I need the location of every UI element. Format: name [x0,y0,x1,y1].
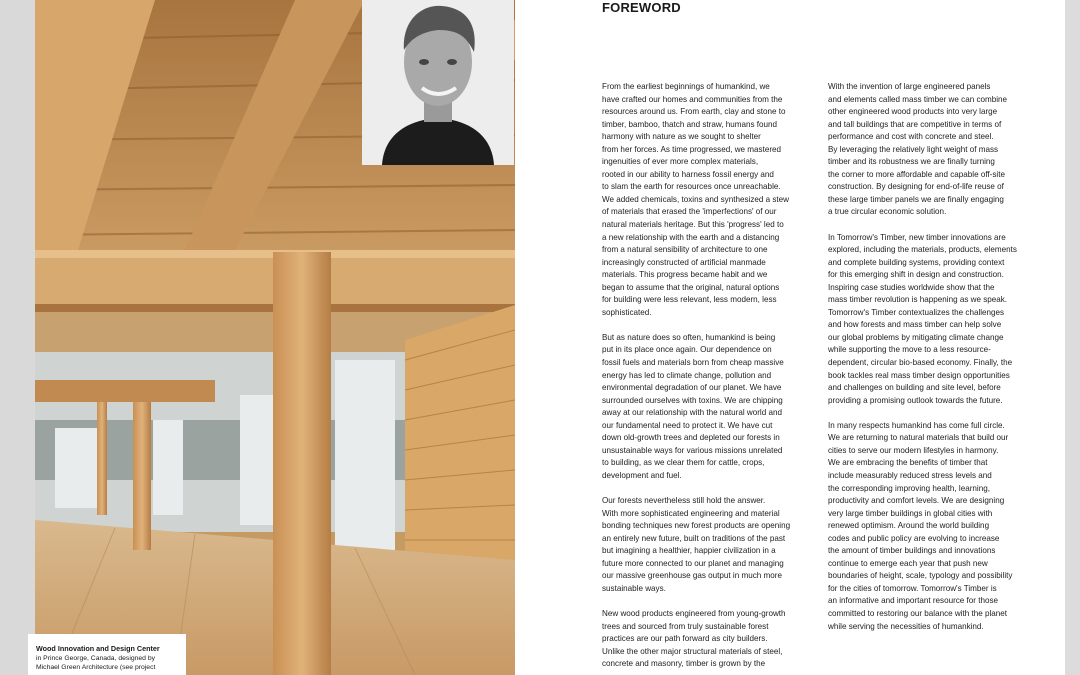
text-line: practices are our path forward as city builders. [602,634,768,644]
text-line: while supporting the move to a less resource- [828,345,991,355]
text-line: renewed optimism. Around the world building [828,521,990,531]
caption-line: in Prince George, Canada, designed by [36,655,156,662]
text-line: performance and cost with concrete and steel. [828,132,994,142]
text-line: put in its place once again. Our dependence on [602,345,772,355]
right-margin [1065,0,1080,675]
text-line: unsustainable ways for various missions unrelated [602,445,783,455]
text-line: codes and public policy are evolving to increase [828,533,1000,543]
text-line: book tackles real mass timber design opportunities [828,370,1010,380]
text-line: dependent, circular bio-based economy. Finally, the [828,358,1013,368]
text-line: From the earliest beginnings of humankind, we [602,82,770,91]
text-line: and how forests and mass timber can help solve [828,320,1002,330]
text-line: for building were less relevant, less modern, less [602,295,777,305]
text-line: our global problems by mitigating climate change [828,332,1004,342]
text-line: from her forces. As time progressed, we mastered [602,144,782,154]
text-line: timber, bamboo, thatch and straw, humans found [602,119,778,129]
text-line: materials. This progress became habit and we [602,270,768,280]
text-line: include measurably reduced stress levels and [828,470,992,480]
text-line: productivity and comfort levels. We are designing [828,496,1005,506]
text-line: rooted in our ability to harness fossil energy and [602,169,774,179]
caption-line: Michael Green Architecture (see project [36,664,156,671]
text-line: surrounded ourselves with toxins. We are chipping [602,395,783,405]
text-line: have crafted our homes and communities from the [602,94,783,104]
text-line: of materials that erased the 'imperfections' of our [602,207,777,217]
text-line: construction. By designing for end-of-life reuse of [828,182,1004,192]
text-line: began to assume that the original, natural options [602,282,780,292]
text-line: our massive greenhouse gas output in much more [602,571,782,581]
paragraph-gap [602,483,824,496]
text-line: but imagining a healthier, happier civilization in a [602,546,776,556]
text-line: We are returning to natural materials that build our [828,433,1009,443]
caption-title: Wood Innovation and Design Center [36,644,160,653]
text-line: and complete building systems, providing context [828,257,1005,267]
text-line: committed to restoring our balance with the planet [828,608,1008,618]
text-line: ingenuities of ever more complex materials, [602,157,759,167]
paragraph-gap [602,319,824,332]
text-line: increasingly constructed of artificial manmade [602,257,766,267]
text-line: By leveraging the relatively light weight of mass [828,144,999,154]
text-line: a true circular economic solution. [828,207,947,217]
text-column-right [828,81,1050,633]
paragraph-gap [828,219,1050,232]
text-line: for the cities of tomorrow. Tomorrow's Timber is [828,583,997,593]
text-line: development and fuel. [602,470,682,480]
text-line: In Tomorrow's Timber, new timber innovations are [828,232,1006,242]
text-line: while serving the necessities of humankind. [828,621,984,631]
paragraph-gap [828,407,1050,420]
left-margin [0,0,35,675]
author-portrait [362,0,514,165]
text-line: Our forests nevertheless still hold the answer. [602,496,766,506]
text-line: a new relationship with the earth and a distancing [602,232,780,242]
text-line: for this emerging shift in design and construction. [828,270,1004,280]
text-line: New wood products engineered from young-growth [602,608,786,618]
text-line: away at our relationship with the natural world and [602,408,782,418]
text-line: We are embracing the benefits of timber that [828,458,988,468]
text-line: sustainable ways. [602,583,666,593]
text-line: these large timber panels we are finally engaging [828,194,1004,204]
text-line: resources around us. From earth, clay and stone to [602,107,786,117]
text-line: very large timber buildings in global cities with [828,508,993,518]
text-line: With more sophisticated engineering and material [602,508,780,518]
text-line: the amount of timber buildings and innovations [828,546,996,556]
photo-caption [28,634,186,675]
text-line: Tomorrow's Timber contextualizes the challenges [828,307,1005,317]
text-line: to slam the earth for resources once unreachable. [602,182,781,192]
paragraph-gap [602,595,824,608]
text-line: and challenges on building and site level, before [828,383,1001,393]
text-line: timber and its robustness we are finally turning [828,157,995,167]
text-line: an informative and important resource for those [828,596,999,606]
text-line: energy has led to climate change, pollution and [602,370,772,380]
text-line: With the invention of large engineered panels [828,82,991,91]
text-line: sophisticated. [602,307,652,317]
text-line: mass timber revolution is happening as we speak. [828,295,1008,305]
text-line: Inspiring case studies worldwide show that the [828,282,995,292]
text-line: providing a promising outlook towards the future. [828,395,1003,405]
text-line: But as nature does so often, humankind is being [602,332,776,342]
text-line: continue to emerge each year that push new [828,558,988,568]
foreword-page [515,0,1065,675]
text-line: concrete and masonry, timber is grown by the [602,659,766,669]
text-line: an entirely new future, built on traditions of the past [602,533,786,543]
text-line: In many respects humankind has come full circle. [828,420,1005,430]
text-line: the corner to more affordable and capable off-site [828,169,1005,179]
text-line: our fundamental need to protect it. We have cut [602,420,773,430]
text-line: other engineered wood products into very large [828,107,998,117]
text-line: the corresponding improving health, learning, [828,483,990,493]
text-line: explored, including the materials, products, elements [828,245,1017,255]
text-line: natural materials heritage. But this 'progress' led to [602,220,784,230]
text-line: future more connected to our planet and managing [602,558,784,568]
text-column-left [602,81,824,671]
text-line: fossil fuels and materials born from cheap massive [602,358,784,368]
text-line: trees and sourced from truly sustainable forest [602,621,769,631]
text-line: and elements called mass timber we can combine [828,94,1008,104]
text-line: We added chemicals, toxins and synthesized a stew [602,194,790,204]
text-line: harmony with nature as we sought to shelter [602,132,761,142]
text-line: bonding techniques new forest products are opening [602,521,791,531]
page-title: FOREWORD [602,0,681,15]
text-line: boundaries of height, scale, typology and possibility [828,571,1013,581]
text-line: Unlike the other major structural materials of steel, [602,646,783,656]
text-line: from a natural sensibility of architecture to one [602,245,768,255]
text-line: to building, as we clear them for cattle, crops, [602,458,765,468]
text-line: environmental degradation of our planet. We have [602,383,782,393]
text-line: and tall buildings that are competitive in terms of [828,119,1002,129]
text-line: cities to serve our modern lifestyles in harmony. [828,445,999,455]
text-line: down old-growth trees and depleted our forests in [602,433,780,443]
